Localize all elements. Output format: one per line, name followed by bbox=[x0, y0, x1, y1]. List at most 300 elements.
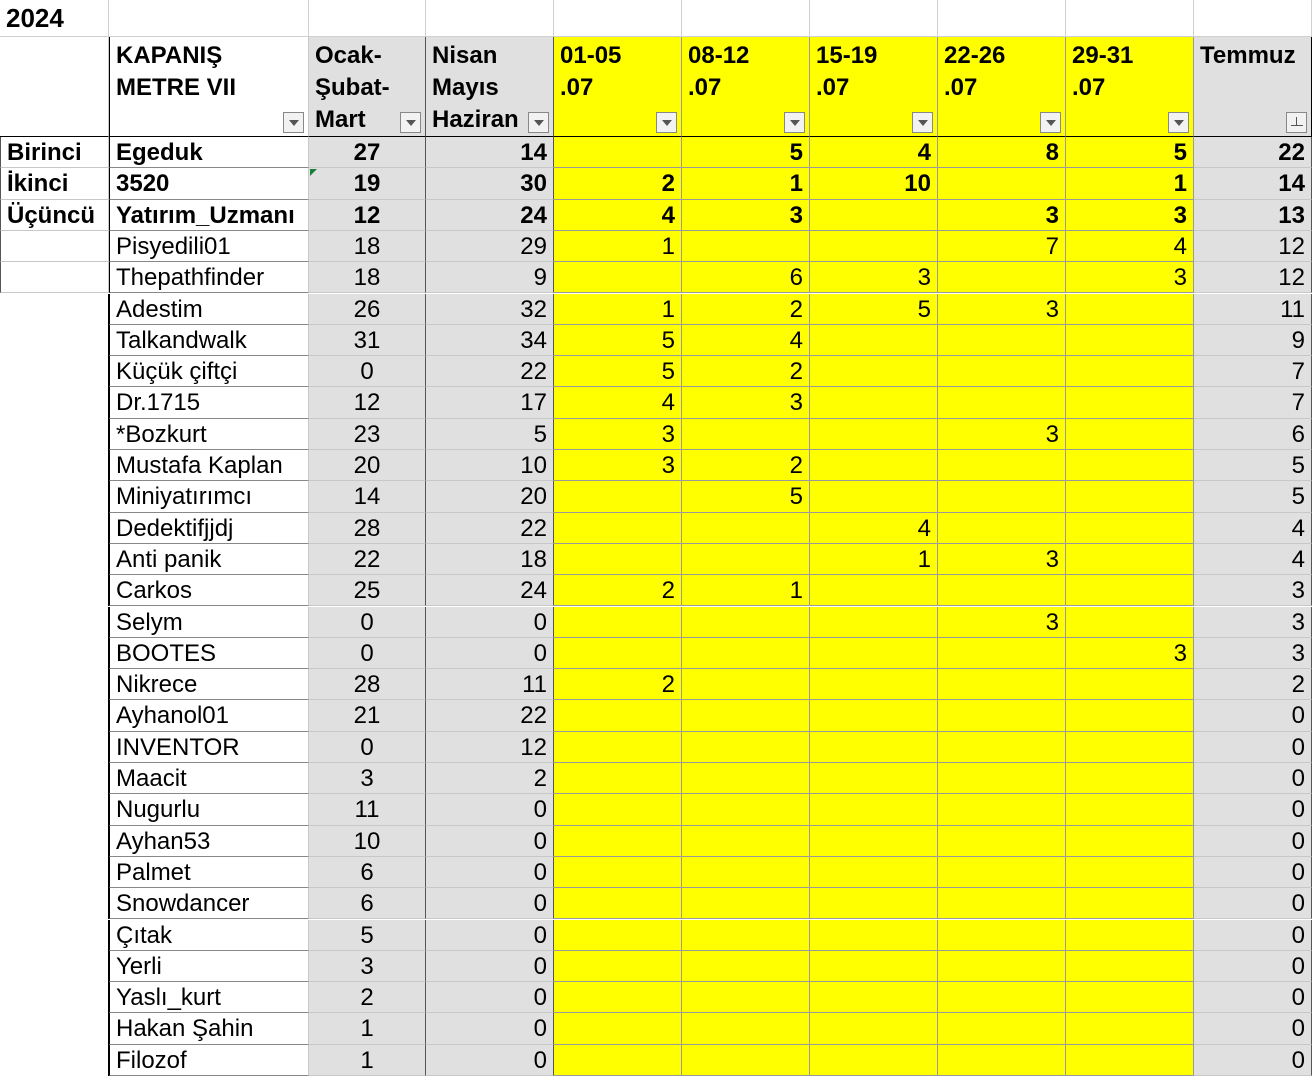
name-cell[interactable]: INVENTOR bbox=[109, 732, 309, 763]
value-cell[interactable] bbox=[810, 575, 938, 606]
value-cell[interactable] bbox=[554, 888, 682, 919]
empty-cell[interactable] bbox=[810, 0, 938, 37]
value-cell[interactable]: 5 bbox=[1194, 450, 1312, 481]
week-08-12-header[interactable] bbox=[682, 37, 810, 137]
name-cell[interactable]: *Bozkurt bbox=[109, 419, 309, 450]
value-cell[interactable]: 5 bbox=[682, 481, 810, 512]
rank-header-cell[interactable] bbox=[0, 37, 109, 137]
name-cell[interactable]: Selym bbox=[109, 607, 309, 638]
value-cell[interactable] bbox=[810, 826, 938, 857]
year-cell[interactable]: 2024 bbox=[0, 0, 109, 37]
value-cell[interactable]: 30 bbox=[426, 168, 554, 199]
value-cell[interactable] bbox=[810, 1013, 938, 1044]
filter-dropdown-icon[interactable] bbox=[912, 112, 933, 133]
value-cell[interactable]: 0 bbox=[426, 951, 554, 982]
value-cell[interactable]: 12 bbox=[309, 387, 426, 418]
value-cell[interactable]: 4 bbox=[554, 387, 682, 418]
value-cell[interactable]: 10 bbox=[309, 826, 426, 857]
value-cell[interactable] bbox=[682, 700, 810, 731]
value-cell[interactable] bbox=[682, 1013, 810, 1044]
value-cell[interactable]: 14 bbox=[309, 481, 426, 512]
name-cell[interactable]: Anti panik bbox=[109, 544, 309, 575]
value-cell[interactable]: 2 bbox=[682, 294, 810, 325]
value-cell[interactable] bbox=[554, 137, 682, 168]
empty-cell[interactable] bbox=[1066, 0, 1194, 37]
empty-cell[interactable] bbox=[1194, 0, 1312, 37]
name-cell[interactable]: Miniyatırımcı bbox=[109, 481, 309, 512]
value-cell[interactable] bbox=[682, 1045, 810, 1076]
value-cell[interactable] bbox=[938, 262, 1066, 293]
value-cell[interactable]: 12 bbox=[426, 732, 554, 763]
value-cell[interactable] bbox=[810, 857, 938, 888]
value-cell[interactable] bbox=[810, 387, 938, 418]
value-cell[interactable] bbox=[938, 920, 1066, 951]
value-cell[interactable]: 7 bbox=[1194, 356, 1312, 387]
value-cell[interactable] bbox=[682, 951, 810, 982]
nisan-mayis-haziran-header[interactable] bbox=[426, 37, 554, 137]
value-cell[interactable]: 4 bbox=[554, 200, 682, 231]
value-cell[interactable] bbox=[554, 763, 682, 794]
value-cell[interactable] bbox=[938, 481, 1066, 512]
rank-cell[interactable] bbox=[0, 544, 109, 575]
value-cell[interactable]: 5 bbox=[1066, 137, 1194, 168]
value-cell[interactable] bbox=[1066, 575, 1194, 606]
value-cell[interactable] bbox=[1066, 387, 1194, 418]
value-cell[interactable]: 0 bbox=[1194, 982, 1312, 1013]
value-cell[interactable]: 22 bbox=[1194, 137, 1312, 168]
value-cell[interactable]: 3 bbox=[1066, 638, 1194, 669]
value-cell[interactable] bbox=[682, 638, 810, 669]
name-cell[interactable]: Thepathfinder bbox=[109, 262, 309, 293]
value-cell[interactable]: 3 bbox=[810, 262, 938, 293]
value-cell[interactable] bbox=[938, 888, 1066, 919]
value-cell[interactable]: 2 bbox=[682, 450, 810, 481]
value-cell[interactable] bbox=[554, 732, 682, 763]
value-cell[interactable]: 1 bbox=[309, 1045, 426, 1076]
value-cell[interactable]: 5 bbox=[682, 137, 810, 168]
value-cell[interactable] bbox=[1066, 1045, 1194, 1076]
value-cell[interactable] bbox=[1066, 794, 1194, 825]
value-cell[interactable] bbox=[1066, 951, 1194, 982]
value-cell[interactable] bbox=[554, 1045, 682, 1076]
value-cell[interactable] bbox=[554, 481, 682, 512]
value-cell[interactable]: 5 bbox=[1194, 481, 1312, 512]
value-cell[interactable]: 0 bbox=[426, 794, 554, 825]
value-cell[interactable]: 19 bbox=[309, 168, 426, 199]
filter-dropdown-icon[interactable] bbox=[1168, 112, 1189, 133]
value-cell[interactable]: 2 bbox=[1194, 669, 1312, 700]
value-cell[interactable]: 3 bbox=[682, 387, 810, 418]
value-cell[interactable]: 9 bbox=[426, 262, 554, 293]
rank-cell[interactable]: İkinci bbox=[0, 168, 109, 199]
value-cell[interactable] bbox=[938, 356, 1066, 387]
value-cell[interactable]: 22 bbox=[426, 700, 554, 731]
value-cell[interactable] bbox=[1066, 607, 1194, 638]
rank-cell[interactable] bbox=[0, 888, 109, 919]
name-cell[interactable]: Snowdancer bbox=[109, 888, 309, 919]
rank-cell[interactable] bbox=[0, 669, 109, 700]
rank-cell[interactable] bbox=[0, 638, 109, 669]
name-cell[interactable]: Ayhanol01 bbox=[109, 700, 309, 731]
rank-cell[interactable] bbox=[0, 794, 109, 825]
value-cell[interactable] bbox=[554, 262, 682, 293]
value-cell[interactable]: 9 bbox=[1194, 325, 1312, 356]
value-cell[interactable] bbox=[810, 669, 938, 700]
value-cell[interactable] bbox=[682, 607, 810, 638]
value-cell[interactable] bbox=[1066, 700, 1194, 731]
value-cell[interactable] bbox=[1066, 857, 1194, 888]
value-cell[interactable]: 4 bbox=[810, 137, 938, 168]
rank-cell[interactable] bbox=[0, 700, 109, 731]
rank-cell[interactable] bbox=[0, 231, 109, 262]
value-cell[interactable] bbox=[1066, 544, 1194, 575]
value-cell[interactable] bbox=[682, 513, 810, 544]
week-15-19-header[interactable] bbox=[810, 37, 938, 137]
name-cell[interactable]: Hakan Şahin bbox=[109, 1013, 309, 1044]
value-cell[interactable]: 11 bbox=[309, 794, 426, 825]
value-cell[interactable]: 0 bbox=[1194, 1013, 1312, 1044]
empty-cell[interactable] bbox=[109, 0, 309, 37]
rank-cell[interactable] bbox=[0, 982, 109, 1013]
value-cell[interactable]: 24 bbox=[426, 200, 554, 231]
name-cell[interactable]: Dedektifjjdj bbox=[109, 513, 309, 544]
value-cell[interactable]: 11 bbox=[1194, 294, 1312, 325]
value-cell[interactable]: 3 bbox=[682, 200, 810, 231]
value-cell[interactable]: 3 bbox=[1194, 575, 1312, 606]
filter-dropdown-icon[interactable] bbox=[1040, 112, 1061, 133]
value-cell[interactable]: 0 bbox=[426, 1045, 554, 1076]
value-cell[interactable]: 0 bbox=[426, 888, 554, 919]
value-cell[interactable]: 3 bbox=[1194, 607, 1312, 638]
value-cell[interactable]: 3 bbox=[938, 607, 1066, 638]
value-cell[interactable] bbox=[810, 638, 938, 669]
rank-cell[interactable] bbox=[0, 450, 109, 481]
value-cell[interactable] bbox=[938, 387, 1066, 418]
value-cell[interactable] bbox=[1066, 513, 1194, 544]
value-cell[interactable]: 3 bbox=[1194, 638, 1312, 669]
value-cell[interactable] bbox=[938, 513, 1066, 544]
value-cell[interactable]: 2 bbox=[554, 168, 682, 199]
value-cell[interactable]: 2 bbox=[426, 763, 554, 794]
value-cell[interactable] bbox=[938, 638, 1066, 669]
value-cell[interactable]: 22 bbox=[426, 513, 554, 544]
value-cell[interactable]: 3 bbox=[938, 544, 1066, 575]
value-cell[interactable] bbox=[554, 920, 682, 951]
value-cell[interactable] bbox=[810, 794, 938, 825]
week-29-31-header[interactable] bbox=[1066, 37, 1194, 137]
value-cell[interactable] bbox=[810, 481, 938, 512]
ocak-subat-mart-header[interactable] bbox=[309, 37, 426, 137]
rank-cell[interactable] bbox=[0, 481, 109, 512]
value-cell[interactable] bbox=[938, 951, 1066, 982]
value-cell[interactable] bbox=[1066, 826, 1194, 857]
value-cell[interactable]: 3 bbox=[554, 419, 682, 450]
value-cell[interactable] bbox=[682, 857, 810, 888]
rank-cell[interactable] bbox=[0, 1013, 109, 1044]
value-cell[interactable]: 5 bbox=[309, 920, 426, 951]
value-cell[interactable] bbox=[554, 857, 682, 888]
value-cell[interactable] bbox=[938, 325, 1066, 356]
value-cell[interactable]: 22 bbox=[309, 544, 426, 575]
value-cell[interactable] bbox=[682, 669, 810, 700]
value-cell[interactable]: 1 bbox=[309, 1013, 426, 1044]
value-cell[interactable] bbox=[554, 607, 682, 638]
value-cell[interactable] bbox=[682, 982, 810, 1013]
value-cell[interactable] bbox=[810, 607, 938, 638]
value-cell[interactable]: 0 bbox=[309, 638, 426, 669]
value-cell[interactable]: 3 bbox=[938, 419, 1066, 450]
name-cell[interactable]: Palmet bbox=[109, 857, 309, 888]
value-cell[interactable] bbox=[810, 325, 938, 356]
value-cell[interactable] bbox=[938, 575, 1066, 606]
value-cell[interactable]: 8 bbox=[938, 137, 1066, 168]
value-cell[interactable] bbox=[554, 700, 682, 731]
value-cell[interactable] bbox=[682, 419, 810, 450]
value-cell[interactable] bbox=[938, 1013, 1066, 1044]
value-cell[interactable]: 0 bbox=[1194, 826, 1312, 857]
rank-cell[interactable] bbox=[0, 356, 109, 387]
value-cell[interactable] bbox=[554, 951, 682, 982]
rank-cell[interactable]: Birinci bbox=[0, 137, 109, 168]
value-cell[interactable]: 4 bbox=[1066, 231, 1194, 262]
value-cell[interactable]: 6 bbox=[1194, 419, 1312, 450]
value-cell[interactable]: 4 bbox=[1194, 544, 1312, 575]
value-cell[interactable]: 20 bbox=[309, 450, 426, 481]
value-cell[interactable] bbox=[1066, 450, 1194, 481]
rank-cell[interactable] bbox=[0, 419, 109, 450]
value-cell[interactable]: 0 bbox=[309, 607, 426, 638]
value-cell[interactable] bbox=[682, 763, 810, 794]
rank-cell[interactable] bbox=[0, 1045, 109, 1076]
value-cell[interactable]: 11 bbox=[426, 669, 554, 700]
value-cell[interactable]: 3 bbox=[1066, 200, 1194, 231]
value-cell[interactable]: 6 bbox=[309, 888, 426, 919]
value-cell[interactable]: 28 bbox=[309, 669, 426, 700]
value-cell[interactable]: 5 bbox=[554, 325, 682, 356]
value-cell[interactable]: 0 bbox=[426, 607, 554, 638]
value-cell[interactable] bbox=[810, 231, 938, 262]
value-cell[interactable] bbox=[554, 1013, 682, 1044]
empty-cell[interactable] bbox=[682, 0, 810, 37]
empty-cell[interactable] bbox=[309, 0, 426, 37]
rank-cell[interactable] bbox=[0, 763, 109, 794]
value-cell[interactable] bbox=[554, 513, 682, 544]
value-cell[interactable] bbox=[810, 419, 938, 450]
value-cell[interactable]: 0 bbox=[426, 982, 554, 1013]
name-cell[interactable]: Çıtak bbox=[109, 920, 309, 951]
value-cell[interactable]: 3 bbox=[1066, 262, 1194, 293]
value-cell[interactable] bbox=[682, 231, 810, 262]
value-cell[interactable]: 7 bbox=[938, 231, 1066, 262]
value-cell[interactable]: 18 bbox=[309, 231, 426, 262]
value-cell[interactable] bbox=[810, 920, 938, 951]
value-cell[interactable]: 6 bbox=[682, 262, 810, 293]
week-01-05-header[interactable] bbox=[554, 37, 682, 137]
value-cell[interactable]: 7 bbox=[1194, 387, 1312, 418]
value-cell[interactable]: 22 bbox=[426, 356, 554, 387]
value-cell[interactable]: 2 bbox=[682, 356, 810, 387]
value-cell[interactable]: 24 bbox=[426, 575, 554, 606]
value-cell[interactable]: 10 bbox=[426, 450, 554, 481]
value-cell[interactable] bbox=[1066, 419, 1194, 450]
value-cell[interactable] bbox=[1066, 481, 1194, 512]
value-cell[interactable]: 4 bbox=[810, 513, 938, 544]
value-cell[interactable]: 0 bbox=[1194, 763, 1312, 794]
rank-cell[interactable]: Üçüncü bbox=[0, 200, 109, 231]
value-cell[interactable] bbox=[938, 1045, 1066, 1076]
rank-cell[interactable] bbox=[0, 857, 109, 888]
name-cell[interactable]: Nugurlu bbox=[109, 794, 309, 825]
value-cell[interactable] bbox=[938, 794, 1066, 825]
value-cell[interactable] bbox=[554, 638, 682, 669]
value-cell[interactable]: 2 bbox=[554, 669, 682, 700]
value-cell[interactable]: 5 bbox=[810, 294, 938, 325]
name-cell[interactable]: 3520 bbox=[109, 168, 309, 199]
name-cell[interactable]: Küçük çiftçi bbox=[109, 356, 309, 387]
value-cell[interactable] bbox=[1066, 982, 1194, 1013]
value-cell[interactable]: 17 bbox=[426, 387, 554, 418]
rank-cell[interactable] bbox=[0, 951, 109, 982]
name-column-header[interactable] bbox=[109, 37, 309, 137]
value-cell[interactable]: 26 bbox=[309, 294, 426, 325]
value-cell[interactable]: 4 bbox=[1194, 513, 1312, 544]
value-cell[interactable]: 0 bbox=[426, 857, 554, 888]
value-cell[interactable] bbox=[682, 888, 810, 919]
value-cell[interactable] bbox=[810, 732, 938, 763]
empty-cell[interactable] bbox=[938, 0, 1066, 37]
value-cell[interactable]: 0 bbox=[1194, 1045, 1312, 1076]
week-22-26-header[interactable] bbox=[938, 37, 1066, 137]
value-cell[interactable]: 2 bbox=[554, 575, 682, 606]
value-cell[interactable]: 0 bbox=[426, 826, 554, 857]
name-cell[interactable]: Egeduk bbox=[109, 137, 309, 168]
value-cell[interactable]: 12 bbox=[1194, 262, 1312, 293]
value-cell[interactable]: 0 bbox=[1194, 732, 1312, 763]
value-cell[interactable]: 0 bbox=[1194, 700, 1312, 731]
value-cell[interactable] bbox=[682, 544, 810, 575]
value-cell[interactable] bbox=[938, 669, 1066, 700]
name-cell[interactable]: BOOTES bbox=[109, 638, 309, 669]
value-cell[interactable] bbox=[1066, 732, 1194, 763]
name-cell[interactable]: Carkos bbox=[109, 575, 309, 606]
rank-cell[interactable] bbox=[0, 387, 109, 418]
rank-cell[interactable] bbox=[0, 607, 109, 638]
value-cell[interactable] bbox=[1066, 888, 1194, 919]
name-cell[interactable]: Pisyedili01 bbox=[109, 231, 309, 262]
value-cell[interactable] bbox=[938, 857, 1066, 888]
value-cell[interactable]: 4 bbox=[682, 325, 810, 356]
value-cell[interactable]: 14 bbox=[426, 137, 554, 168]
name-cell[interactable]: Dr.1715 bbox=[109, 387, 309, 418]
value-cell[interactable] bbox=[1066, 763, 1194, 794]
value-cell[interactable] bbox=[810, 982, 938, 1013]
value-cell[interactable]: 12 bbox=[309, 200, 426, 231]
value-cell[interactable]: 0 bbox=[426, 638, 554, 669]
value-cell[interactable] bbox=[938, 168, 1066, 199]
value-cell[interactable]: 1 bbox=[810, 544, 938, 575]
value-cell[interactable]: 0 bbox=[309, 356, 426, 387]
value-cell[interactable] bbox=[1066, 294, 1194, 325]
value-cell[interactable]: 3 bbox=[938, 200, 1066, 231]
value-cell[interactable] bbox=[810, 356, 938, 387]
value-cell[interactable] bbox=[682, 794, 810, 825]
value-cell[interactable]: 3 bbox=[309, 951, 426, 982]
value-cell[interactable]: 21 bbox=[309, 700, 426, 731]
value-cell[interactable]: 25 bbox=[309, 575, 426, 606]
value-cell[interactable] bbox=[810, 763, 938, 794]
value-cell[interactable]: 0 bbox=[1194, 951, 1312, 982]
value-cell[interactable] bbox=[810, 951, 938, 982]
value-cell[interactable]: 0 bbox=[1194, 920, 1312, 951]
value-cell[interactable] bbox=[810, 888, 938, 919]
value-cell[interactable] bbox=[810, 200, 938, 231]
value-cell[interactable]: 0 bbox=[309, 732, 426, 763]
sort-descending-icon[interactable] bbox=[1286, 112, 1307, 133]
value-cell[interactable]: 0 bbox=[426, 920, 554, 951]
value-cell[interactable] bbox=[554, 794, 682, 825]
rank-cell[interactable] bbox=[0, 325, 109, 356]
value-cell[interactable] bbox=[938, 700, 1066, 731]
value-cell[interactable]: 0 bbox=[426, 1013, 554, 1044]
value-cell[interactable]: 20 bbox=[426, 481, 554, 512]
value-cell[interactable]: 6 bbox=[309, 857, 426, 888]
value-cell[interactable]: 3 bbox=[309, 763, 426, 794]
name-cell[interactable]: Yaslı_kurt bbox=[109, 982, 309, 1013]
name-cell[interactable]: Ayhan53 bbox=[109, 826, 309, 857]
rank-cell[interactable] bbox=[0, 920, 109, 951]
value-cell[interactable] bbox=[810, 1045, 938, 1076]
value-cell[interactable]: 0 bbox=[1194, 794, 1312, 825]
filter-dropdown-icon[interactable] bbox=[528, 112, 549, 133]
rank-cell[interactable] bbox=[0, 826, 109, 857]
rank-cell[interactable] bbox=[0, 294, 109, 325]
value-cell[interactable] bbox=[1066, 920, 1194, 951]
name-cell[interactable]: Talkandwalk bbox=[109, 325, 309, 356]
filter-dropdown-icon[interactable] bbox=[656, 112, 677, 133]
value-cell[interactable] bbox=[682, 826, 810, 857]
filter-dropdown-icon[interactable] bbox=[400, 112, 421, 133]
value-cell[interactable]: 13 bbox=[1194, 200, 1312, 231]
value-cell[interactable]: 31 bbox=[309, 325, 426, 356]
value-cell[interactable] bbox=[554, 544, 682, 575]
value-cell[interactable] bbox=[938, 732, 1066, 763]
value-cell[interactable] bbox=[938, 450, 1066, 481]
value-cell[interactable] bbox=[554, 982, 682, 1013]
value-cell[interactable] bbox=[1066, 669, 1194, 700]
rank-cell[interactable] bbox=[0, 513, 109, 544]
empty-cell[interactable] bbox=[426, 0, 554, 37]
value-cell[interactable]: 18 bbox=[309, 262, 426, 293]
value-cell[interactable]: 3 bbox=[554, 450, 682, 481]
value-cell[interactable]: 32 bbox=[426, 294, 554, 325]
value-cell[interactable] bbox=[810, 450, 938, 481]
value-cell[interactable]: 5 bbox=[554, 356, 682, 387]
name-cell[interactable]: Nikrece bbox=[109, 669, 309, 700]
value-cell[interactable]: 0 bbox=[1194, 857, 1312, 888]
value-cell[interactable]: 0 bbox=[1194, 888, 1312, 919]
value-cell[interactable] bbox=[938, 763, 1066, 794]
value-cell[interactable]: 28 bbox=[309, 513, 426, 544]
filter-dropdown-icon[interactable] bbox=[283, 112, 304, 133]
name-cell[interactable]: Adestim bbox=[109, 294, 309, 325]
value-cell[interactable]: 10 bbox=[810, 168, 938, 199]
rank-cell[interactable] bbox=[0, 262, 109, 293]
rank-cell[interactable] bbox=[0, 575, 109, 606]
name-cell[interactable]: Filozof bbox=[109, 1045, 309, 1076]
value-cell[interactable]: 14 bbox=[1194, 168, 1312, 199]
value-cell[interactable] bbox=[938, 982, 1066, 1013]
empty-cell[interactable] bbox=[554, 0, 682, 37]
